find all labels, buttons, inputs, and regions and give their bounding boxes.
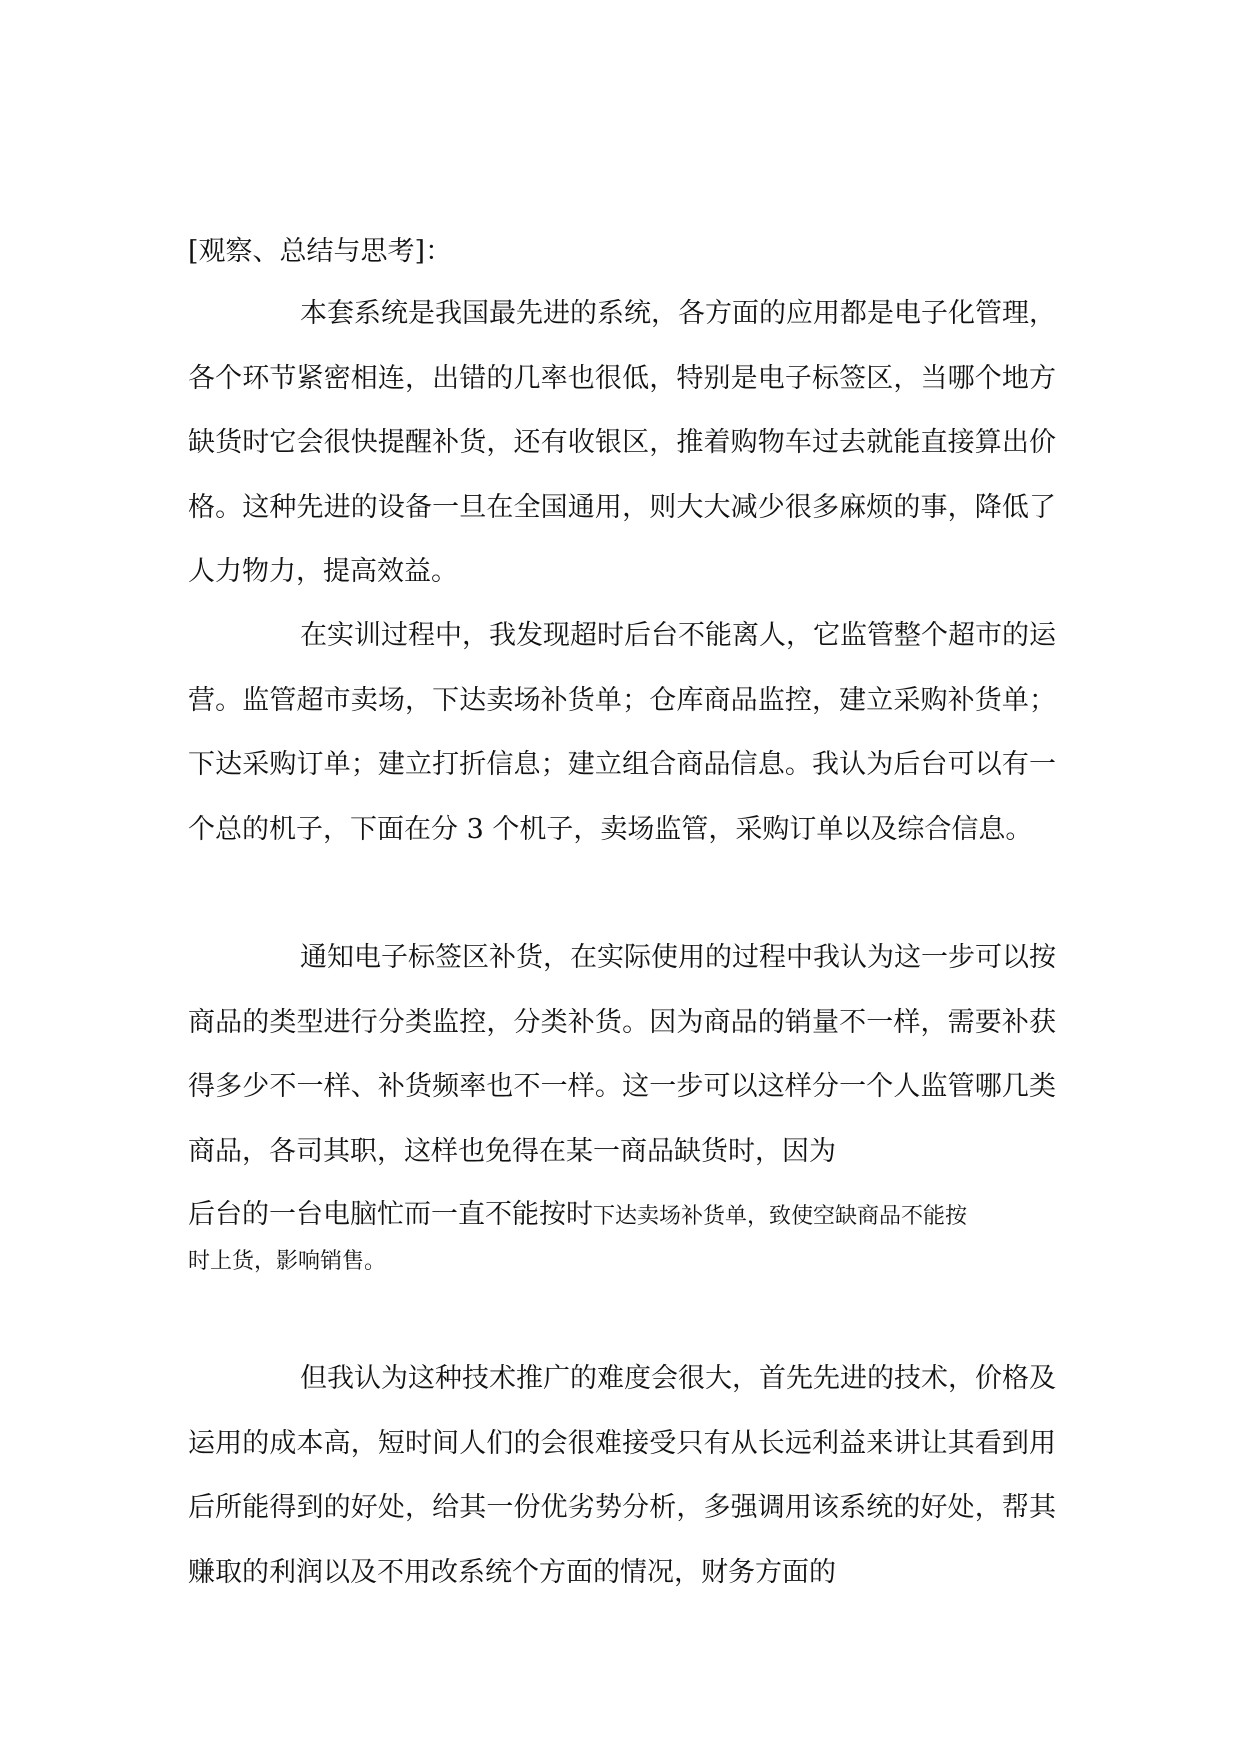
- paragraph-promotion-difficulty: 但我认为这种技术推广的难度会很大，首先先进的技术，价格及运用的成本高，短时间人们的会很难接受只有从长远利益来讲让其看到用后所能得到的好处，给其一份优劣势分析，多强调用该系统的好处，帮其赚取的利润以及不用改系统个方面的情况，财务方面的: [188, 1363, 1056, 1588]
- paragraph-system-overview: 本套系统是我国最先进的系统，各方面的应用都是电子化管理，各个环节紧密相连，出错的几率也很低，特别是电子标签区，当哪个地方缺货时它会很快提醒补货，还有收银区，推着购物车过去就能直接算出价格。这种先进的设备一旦在全国通用，则大大减少很多麻烦的事，降低了人力物力，提高效益。: [188, 298, 1056, 587]
- mixed-size-line: [188, 1183, 967, 1249]
- mixed-line-last: 时上货，影响销售。: [188, 1249, 387, 1274]
- mixed-line-large-text: 后台的一台电脑忙而一直不能按时: [188, 1199, 593, 1230]
- paragraph-restock-suggestion: 通知电子标签区补货，在实际使用的过程中我认为这一步可以按商品的类型进行分类监控，分类补货。因为商品的销量不一样，需要补获得多少不一样、补货频率也不一样。这一步可以这样分一个人监管哪几类商品，各司其职，这样也免得在某一商品缺货时，因为: [188, 942, 1056, 1167]
- section-heading: [观察、总结与思考]：: [188, 236, 453, 267]
- document-page: [188, 0, 1056, 1754]
- mixed-line-small-text: 下达卖场补货单，致使空缺商品不能按: [593, 1204, 968, 1229]
- paragraph-backend-observation: 在实训过程中，我发现超时后台不能离人，它监管整个超市的运营。监管超市卖场，下达卖场补货单；仓库商品监控，建立采购补货单；下达采购订单；建立打折信息；建立组合商品信息。我认为后台可以有一个总的机子，下面在分 3 个机子，卖场监管，采购订单以及综合信息。: [188, 620, 1056, 845]
